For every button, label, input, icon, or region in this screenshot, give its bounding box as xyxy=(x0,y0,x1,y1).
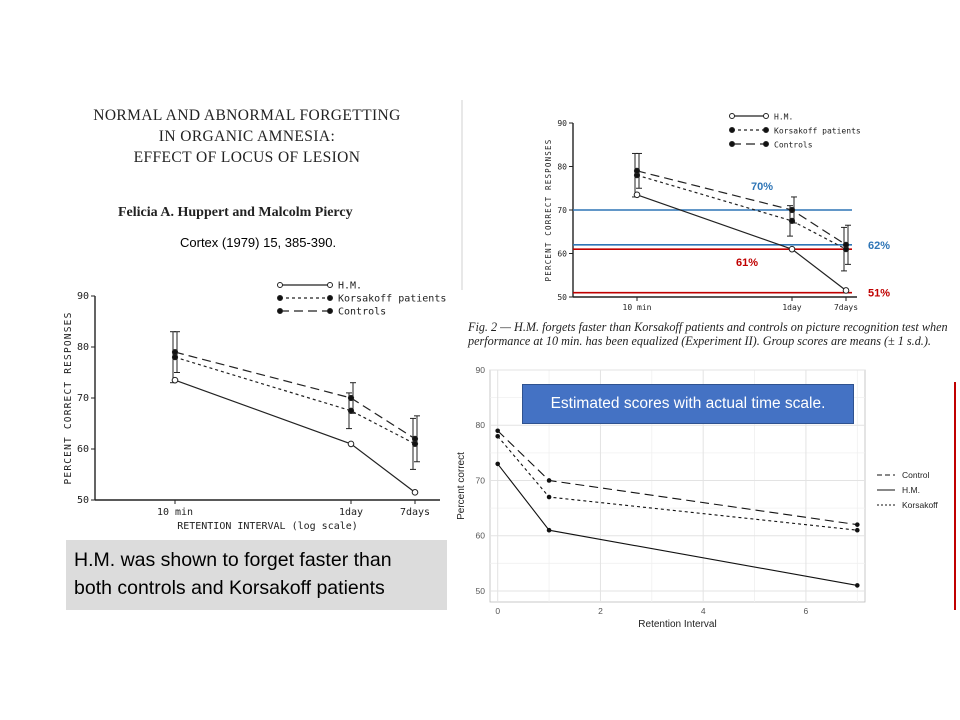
series-line xyxy=(175,380,415,492)
legend-marker xyxy=(328,283,333,288)
data-point xyxy=(789,246,795,252)
divider xyxy=(461,100,463,290)
legend-label: H.M. xyxy=(774,112,794,122)
legend-marker xyxy=(278,283,283,288)
legend-label: H.M. xyxy=(902,485,920,495)
data-point xyxy=(412,441,417,446)
x-tick-label: 0 xyxy=(495,606,501,616)
y-tick-label: 80 xyxy=(475,420,485,431)
x-axis-label: Retention Interval xyxy=(638,619,717,630)
y-tick-label: 80 xyxy=(557,162,567,172)
paper-title-line: IN ORGANIC AMNESIA: xyxy=(158,128,336,145)
legend-marker xyxy=(328,296,333,301)
y-tick-label: 90 xyxy=(557,119,567,128)
y-tick-label: 60 xyxy=(76,444,89,455)
figure-caption: Fig. 2 — H.M. forgets faster than Korsakoff patients and controls on picture recognition test when performance at 10 min. has been equalized (Experiment II). Group scores are means (± 1 s.d.). xyxy=(468,320,948,348)
data-point xyxy=(789,218,794,223)
data-point xyxy=(547,478,552,483)
x-tick-label: 10 min xyxy=(156,507,194,518)
x-tick-label: 7days xyxy=(399,507,431,518)
estimate-label-box: Estimated scores with actual time scale. xyxy=(522,384,854,424)
data-point xyxy=(172,350,177,355)
data-point xyxy=(348,441,354,447)
hm-callout xyxy=(66,540,447,610)
data-point xyxy=(348,408,353,413)
data-point xyxy=(348,395,353,400)
paper-title-line: EFFECT OF LOCUS OF LESION xyxy=(133,149,361,166)
y-tick-label: 70 xyxy=(557,206,567,215)
x-tick-label: 6 xyxy=(803,606,809,616)
legend-label: Controls xyxy=(774,140,813,150)
data-point xyxy=(855,583,860,588)
x-tick-label: 10 min xyxy=(622,303,652,312)
y-tick-label: 50 xyxy=(475,585,485,596)
data-point xyxy=(412,436,417,441)
data-point xyxy=(855,522,860,527)
data-point xyxy=(172,377,178,383)
y-tick-label: 70 xyxy=(76,393,89,404)
data-point xyxy=(634,192,640,198)
legend-marker xyxy=(730,142,735,147)
series-line xyxy=(637,195,846,291)
y-tick-label: 60 xyxy=(475,530,485,541)
data-point xyxy=(547,495,552,500)
red-rule xyxy=(954,382,956,610)
data-point xyxy=(495,462,500,467)
paper-authors: Felicia A. Huppert and Malcolm Piercy xyxy=(118,205,353,220)
annotated-forgetting-chart xyxy=(535,105,955,315)
callout-line: H.M. was shown to forget faster than xyxy=(74,549,392,571)
x-tick-label: 1day xyxy=(782,303,802,312)
legend-label: Controls xyxy=(338,306,387,318)
y-tick-label: 60 xyxy=(557,249,567,259)
y-tick-label: 90 xyxy=(76,291,89,302)
x-tick-label: 7days xyxy=(833,303,859,312)
paper-title xyxy=(52,105,442,168)
y-tick-label: 50 xyxy=(557,293,567,302)
legend-label: Korsakoff xyxy=(902,500,938,510)
percent-annotation: 70% xyxy=(750,181,774,193)
data-point xyxy=(172,355,177,360)
data-point xyxy=(495,434,500,439)
legend-marker xyxy=(278,309,283,314)
legend-label: Korsakoff patients xyxy=(774,126,861,136)
data-point xyxy=(495,428,500,433)
legend-marker xyxy=(730,114,735,119)
x-tick-label: 1day xyxy=(338,507,364,518)
data-point xyxy=(843,288,849,294)
percent-annotation: 62% xyxy=(867,239,891,252)
y-axis-label: Percent correct xyxy=(456,452,467,520)
callout-line: both controls and Korsakoff patients xyxy=(74,577,385,599)
legend-marker xyxy=(764,128,769,133)
data-point xyxy=(547,528,552,533)
paper-citation: Cortex (1979) 15, 385-390. xyxy=(180,235,337,250)
percent-annotation: 61% xyxy=(735,257,759,270)
data-point xyxy=(634,168,639,173)
series-line xyxy=(175,352,415,439)
legend-marker xyxy=(278,296,283,301)
y-tick-label: 90 xyxy=(475,365,485,375)
data-point xyxy=(789,207,794,212)
paper-title-line: NORMAL AND ABNORMAL FORGETTING xyxy=(93,107,401,124)
original-forgetting-chart xyxy=(55,278,455,533)
legend-marker xyxy=(328,309,333,314)
x-axis-label: RETENTION INTERVAL (log scale) xyxy=(177,521,358,532)
data-point xyxy=(412,490,418,496)
y-axis-label: PERCENT CORRECT RESPONSES xyxy=(544,138,553,282)
x-tick-label: 2 xyxy=(598,606,603,616)
series-line xyxy=(637,171,846,245)
legend-marker xyxy=(764,114,769,119)
series-line xyxy=(175,357,415,444)
legend-label: H.M. xyxy=(338,280,363,292)
y-tick-label: 50 xyxy=(76,495,89,506)
legend-label: Control xyxy=(902,470,930,480)
data-point xyxy=(855,528,860,533)
legend-marker xyxy=(764,142,769,147)
data-point xyxy=(843,242,848,247)
legend-marker xyxy=(730,128,735,133)
x-tick-label: 4 xyxy=(700,606,706,616)
y-axis-label: PERCENT CORRECT RESPONSES xyxy=(63,311,74,485)
y-tick-label: 80 xyxy=(76,342,89,353)
percent-annotation: 51% xyxy=(867,287,891,300)
legend-label: Korsakoff patients xyxy=(338,293,447,305)
series-line xyxy=(637,175,846,249)
y-tick-label: 70 xyxy=(475,475,485,486)
